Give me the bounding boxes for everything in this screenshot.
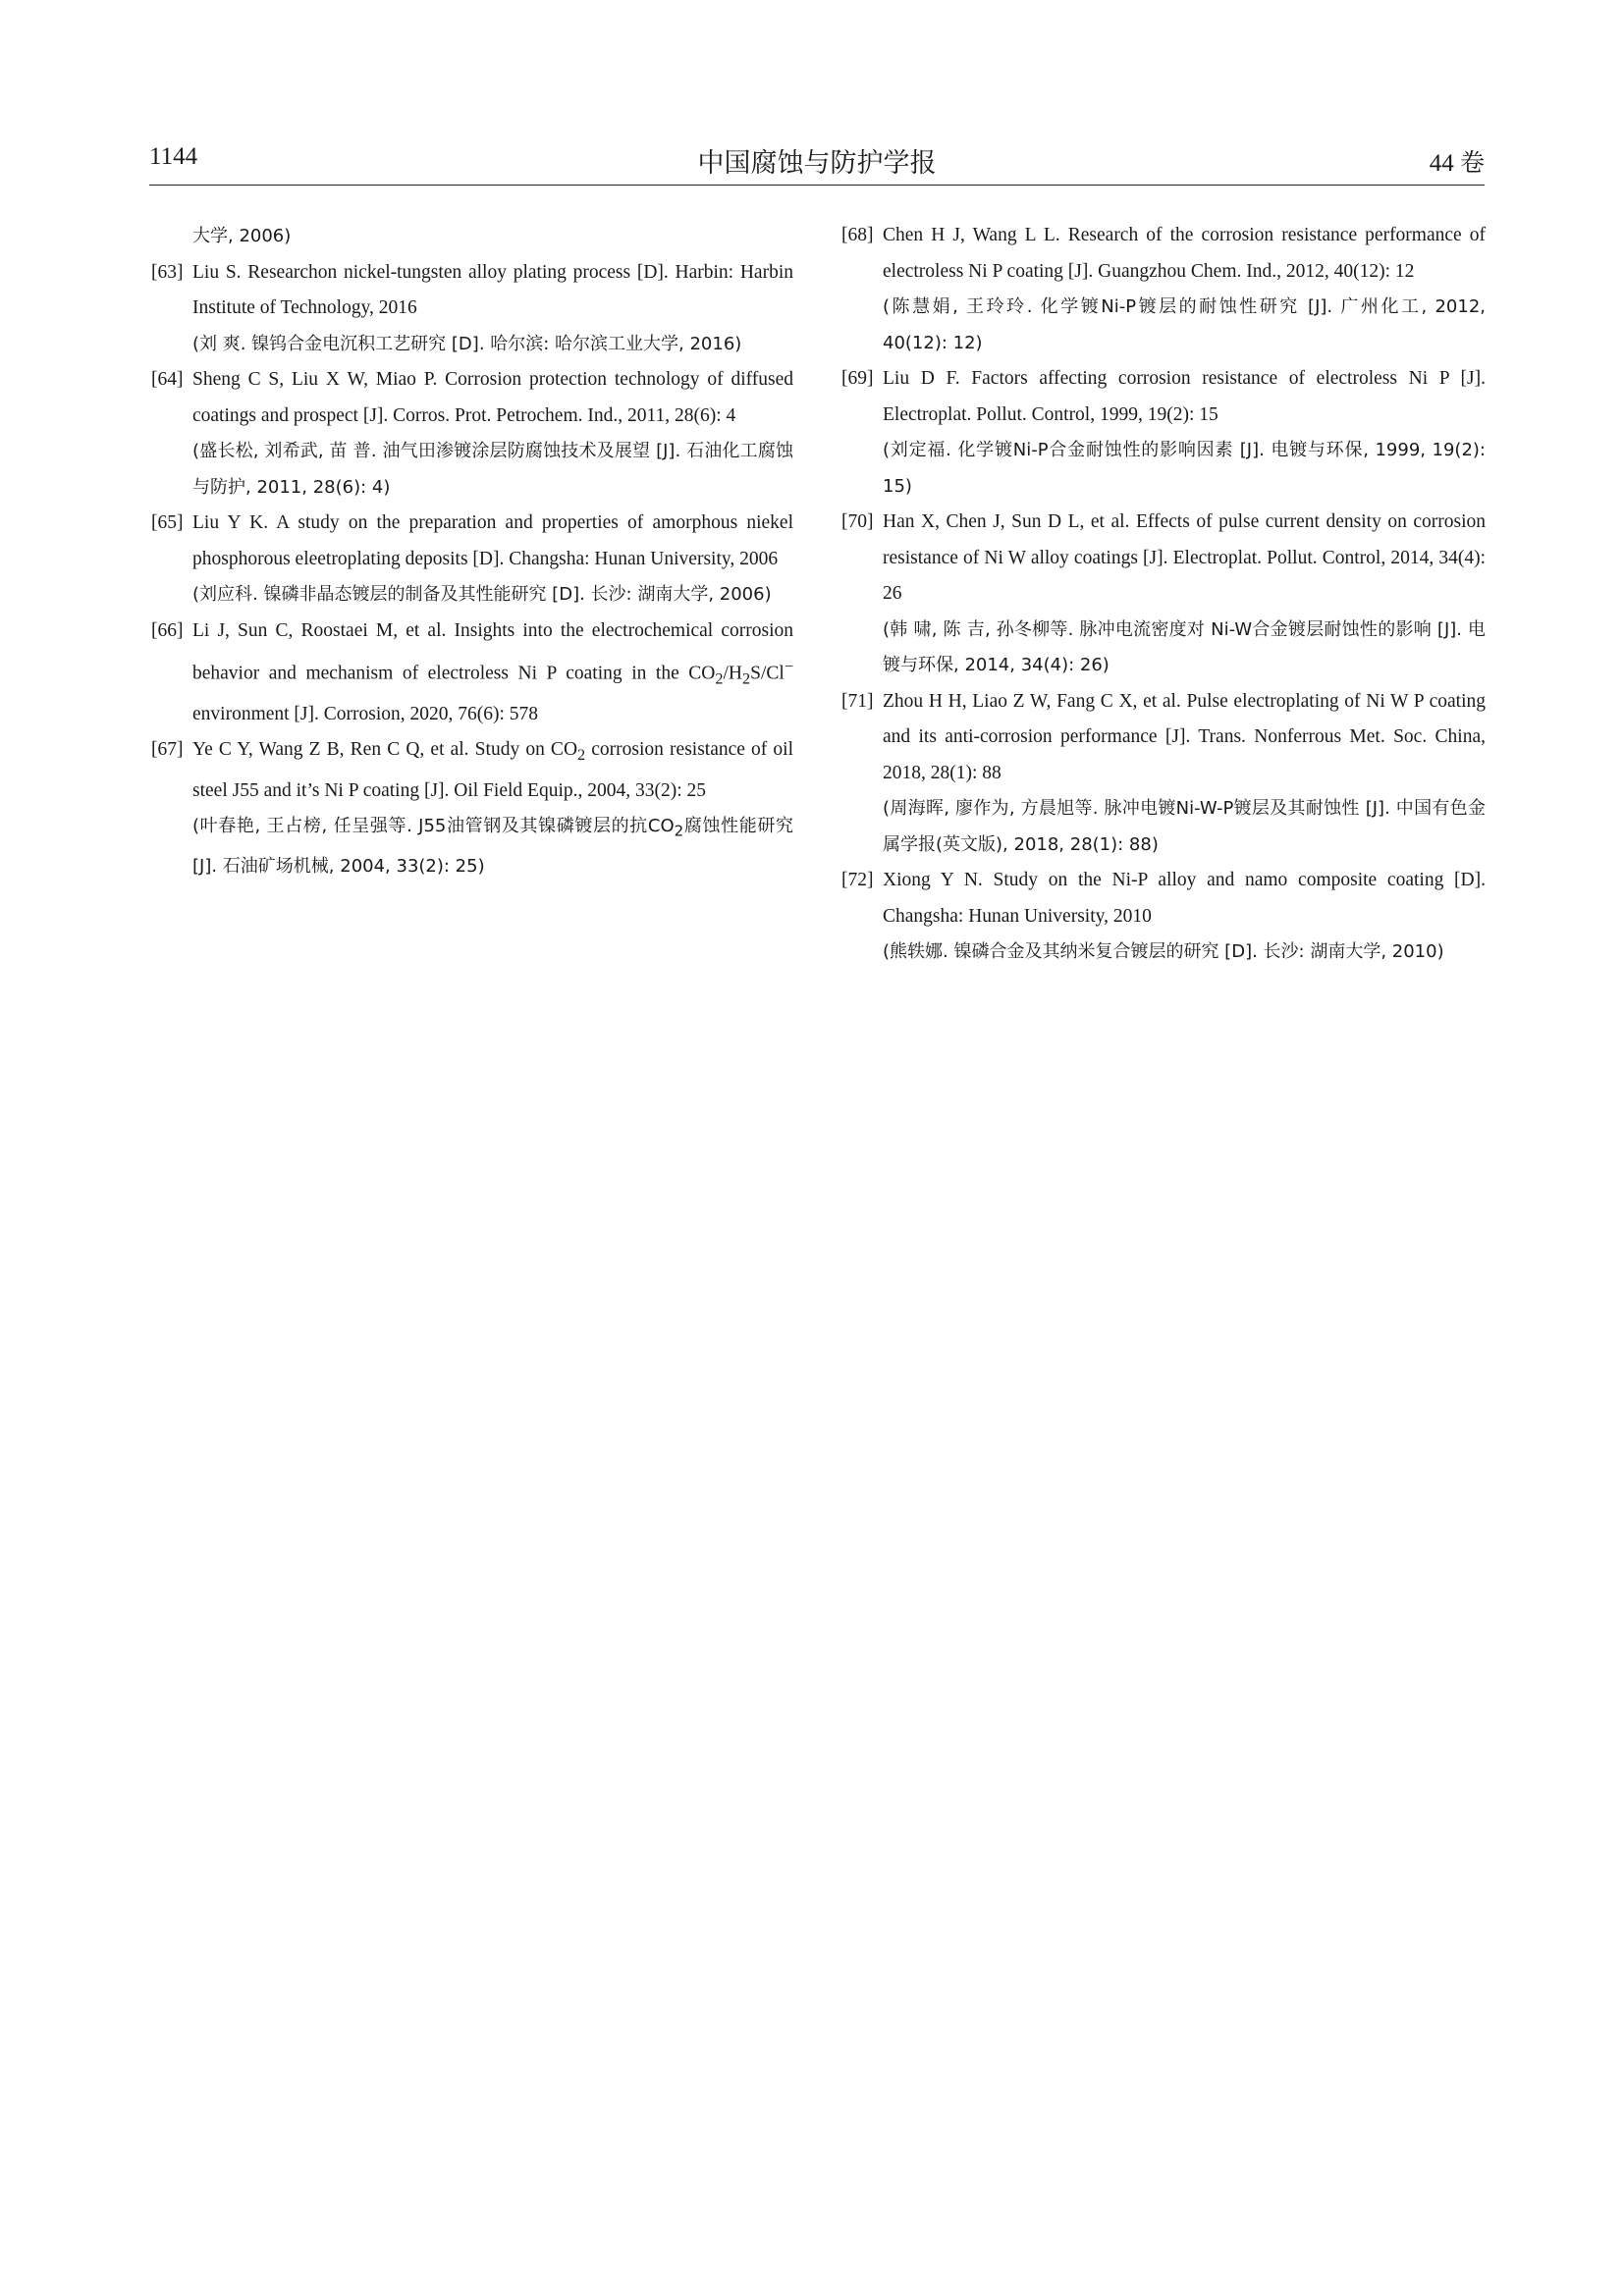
reference-chinese: (陈慧娟, 王玲玲. 化学镀Ni-P镀层的耐蚀性研究 [J]. 广州化工, 2012, 40(12): 12) bbox=[883, 296, 1486, 353]
reference-65 bbox=[151, 506, 793, 614]
journal-title: 中国腐蚀与防护学报 bbox=[697, 148, 937, 179]
reference-number: [67] bbox=[151, 739, 184, 761]
reference-number: [72] bbox=[841, 870, 874, 890]
volume-label: 44 卷 bbox=[1429, 150, 1485, 177]
reference-english: Ye C Y, Wang Z B, Ren C Q, et al. Study on $CO_2$ corrosion resistance of oil steel J55 and it’s Ni P coating [J]. Oil Field Equip., 2004, 33(2): 25 bbox=[192, 739, 793, 801]
reference-number: [66] bbox=[151, 619, 184, 641]
reference-number: [70] bbox=[841, 511, 874, 532]
reference-english: Chen H J, Wang L L. Research of the corrosion resistance performance of electroless Ni P coating [J]. Guangzhou Chem. Ind., 2012, 40(12): 12 bbox=[883, 225, 1486, 282]
reference-english: Liu Y K. A study on the preparation and properties of amorphous niekel phosphorous eleetroplating deposits [D]. Changsha: Hunan University, 2006 bbox=[192, 512, 793, 569]
reference-english: Li J, Sun C, Roostaei M, et al. Insights into the electrochemical corrosion behavior and mechanism of electroless Ni P coating in the $CO_2/H_2S/Cl^-$ environment [J]. Corrosion, 2020, 76(6): 578 bbox=[192, 619, 793, 724]
reference-english: Sheng C S, Liu X W, Miao P. Corrosion protection technology of diffused coatings and prospect [J]. Corros. Prot. Petrochem. Ind., 2011, 28(6): 4 bbox=[192, 369, 793, 426]
reference-63 bbox=[151, 255, 793, 363]
reference-continuation: 大学, 2006) bbox=[192, 226, 292, 246]
reference-70 bbox=[841, 505, 1486, 684]
reference-72 bbox=[841, 863, 1486, 971]
reference-64 bbox=[151, 362, 793, 506]
reference-chinese: (韩 啸, 陈 吉, 孙冬柳等. 脉冲电流密度对 Ni-W合金镀层耐蚀性的影响 [J]. 电镀与环保, 2014, 34(4): 26) bbox=[883, 618, 1486, 675]
reference-69 bbox=[841, 361, 1486, 505]
reference-english: Liu S. Researchon nickel-tungsten alloy plating process [D]. Harbin: Harbin Institute of Technology, 2016 bbox=[192, 261, 793, 318]
reference-chinese: (刘 爽. 镍钨合金电沉积工艺研究 [D]. 哈尔滨: 哈尔滨工业大学, 2016) bbox=[192, 333, 742, 354]
reference-chinese: (盛长松, 刘希武, 苗 普. 油气田渗镀涂层防腐蚀技术及展望 [J]. 石油化工腐蚀与防护, 2011, 28(6): 4) bbox=[192, 441, 793, 498]
reference-number: [69] bbox=[841, 368, 874, 389]
reference-67 bbox=[151, 732, 793, 884]
reference-chinese: (熊轶娜. 镍磷合金及其纳米复合镀层的研究 [D]. 长沙: 湖南大学, 2010) bbox=[883, 941, 1444, 962]
reference-chinese: (周海晖, 廖作为, 方晨旭等. 脉冲电镀Ni-W-P镀层及其耐蚀性 [J]. 中国有色金属学报(英文版), 2018, 28(1): 88) bbox=[883, 798, 1486, 855]
reference-number: [65] bbox=[151, 512, 184, 533]
reference-english: Xiong Y N. Study on the Ni-P alloy and namo composite coating [D]. Changsha: Hunan University, 2010 bbox=[883, 870, 1486, 927]
page-number: 1144 bbox=[149, 143, 198, 170]
reference-71 bbox=[841, 684, 1486, 864]
reference-number: [68] bbox=[841, 225, 874, 245]
page-header bbox=[149, 137, 1485, 186]
reference-english: Han X, Chen J, Sun D L, et al. Effects of pulse current density on corrosion resistance of Ni W alloy coatings [J]. Electroplat. Pollut. Control, 2014, 34(4): 26 bbox=[883, 511, 1486, 604]
reference-number: [63] bbox=[151, 261, 184, 283]
reference-english: Liu D F. Factors affecting corrosion resistance of electroless Ni P [J]. Electroplat. Pollut. Control, 1999, 19(2): 15 bbox=[883, 368, 1486, 425]
left-column bbox=[151, 218, 793, 885]
reference-68 bbox=[841, 218, 1486, 361]
reference-chinese: (刘应科. 镍磷非晶态镀层的制备及其性能研究 [D]. 长沙: 湖南大学, 2006) bbox=[192, 584, 772, 605]
reference-66 bbox=[151, 614, 793, 733]
reference-chinese: (叶春艳, 王占榜, 任呈强等. J55油管钢及其镍磷镀层的抗$CO_2$腐蚀性能研究 [J]. 石油矿场机械, 2004, 33(2): 25) bbox=[192, 816, 793, 878]
reference-number: [71] bbox=[841, 690, 874, 712]
reference-chinese: (刘定福. 化学镀Ni-P合金耐蚀性的影响因素 [J]. 电镀与环保, 1999, 19(2): 15) bbox=[883, 440, 1486, 497]
right-column bbox=[841, 218, 1486, 971]
reference-english: Zhou H H, Liao Z W, Fang C X, et al. Pulse electroplating of Ni W P coating and its anti-corrosion performance [J]. Trans. Nonferrous Met. Soc. China, 2018, 28(1): 88 bbox=[883, 690, 1486, 783]
reference-number: [64] bbox=[151, 369, 184, 390]
